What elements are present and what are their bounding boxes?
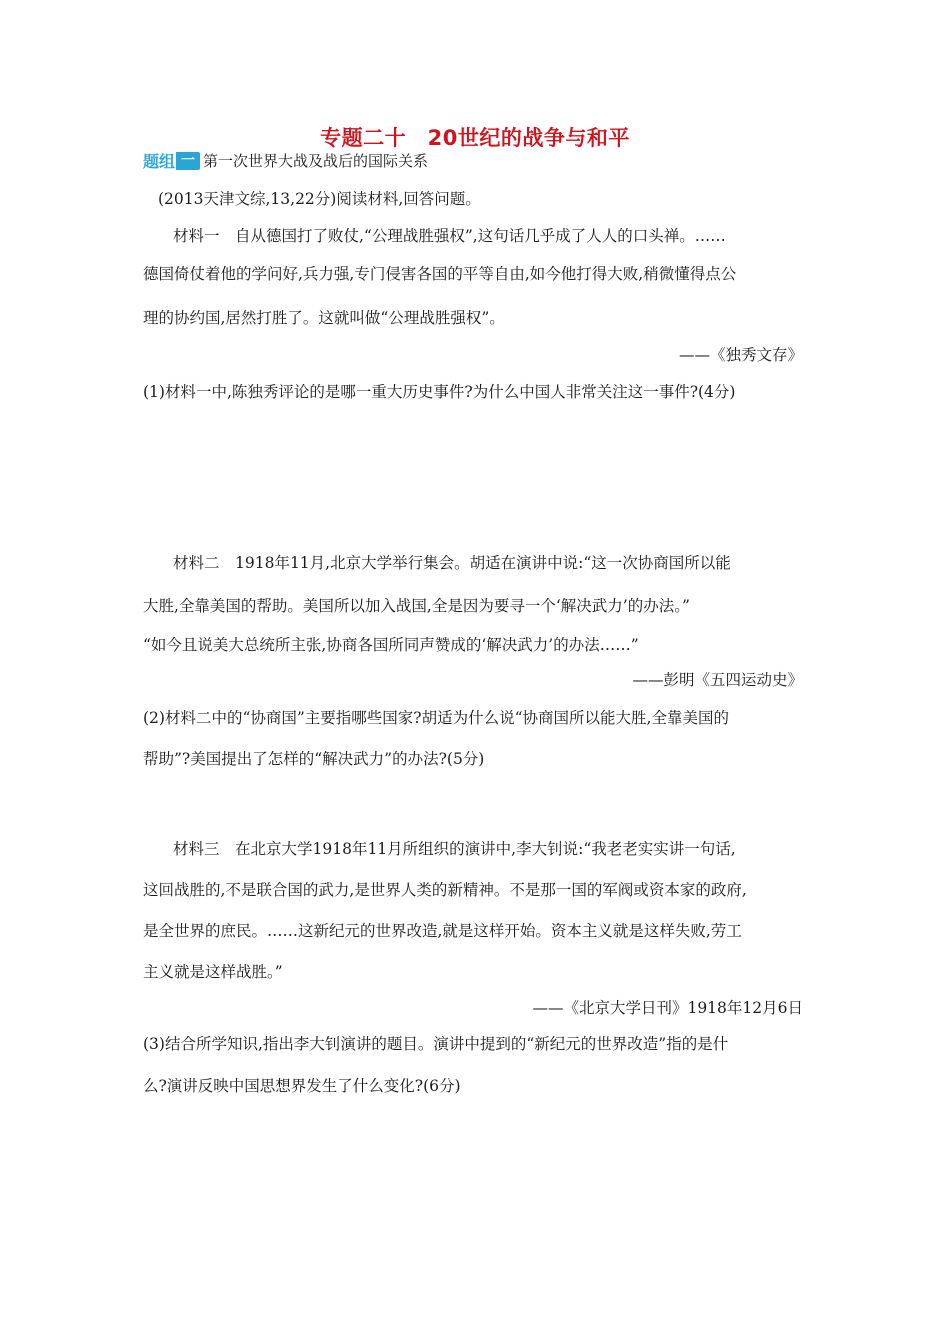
material2-line: 大胜,全靠美国的帮助。美国所以加入战国,全是因为要寻一个‘解决武力’的办法。” <box>143 597 690 615</box>
material1-source: ——《独秀文存》 <box>678 346 803 364</box>
material2-line: 材料二 1918年11月,北京大学举行集会。胡适在演讲中说:“这一次协商国所以能 <box>173 554 731 572</box>
material1-line: 理的协约国,居然打胜了。这就叫做“公理战胜强权”。 <box>143 309 505 327</box>
material3-line: 主义就是这样战胜。” <box>143 963 283 981</box>
question-2-line: (2)材料二中的“协商国”主要指哪些国家?胡适为什么说“协商国所以能大胜,全靠美国的 <box>143 709 729 727</box>
material3-line: 这回战胜的,不是联合国的武力,是世界人类的新精神。不是那一国的军阀或资本家的政府, <box>143 881 747 899</box>
material2-line: “如今且说美大总统所主张,协商各国所同声赞成的‘解决武力’的办法……” <box>143 636 639 654</box>
source-note: (2013天津文综,13,22分)阅读材料,回答问题。 <box>158 190 481 208</box>
material3-line: 是全世界的庶民。……这新纪元的世界改造,就是这样开始。资本主义就是这样失败,劳工 <box>143 922 742 940</box>
group-header <box>143 150 428 171</box>
material1-line: 材料一 自从德国打了败仗,“公理战胜强权”,这句话几乎成了人人的口头禅。…… <box>173 227 726 245</box>
group-title: 第一次世界大战及战后的国际关系 <box>203 152 429 170</box>
material3-source: ——《北京大学日刊》1918年12月6日 <box>532 999 803 1017</box>
material2-source: ——彭明《五四运动史》 <box>632 671 803 689</box>
question-3-line: 么?演讲反映中国思想界发生了什么变化?(6分) <box>143 1077 461 1095</box>
group-badge-number: 一 <box>176 152 200 170</box>
material1-line: 德国倚仗着他的学问好,兵力强,专门侵害各国的平等自由,如今他打得大败,稍微懂得点公 <box>143 265 737 283</box>
group-badge <box>143 151 200 171</box>
question-3-line: (3)结合所学知识,指出李大钊演讲的题目。演讲中提到的“新纪元的世界改造”指的是什 <box>143 1035 729 1053</box>
page-title: 专题二十 20世纪的战争与和平 <box>320 126 630 150</box>
material3-line: 材料三 在北京大学1918年11月所组织的演讲中,李大钊说:“我老老实实讲一句话, <box>173 840 736 858</box>
question-1: (1)材料一中,陈独秀评论的是哪一重大历史事件?为什么中国人非常关注这一事件?(4分) <box>143 383 736 401</box>
question-2-line: 帮助”?美国提出了怎样的“解决武力”的办法?(5分) <box>143 750 485 768</box>
group-badge-text: 题组 <box>143 152 176 171</box>
